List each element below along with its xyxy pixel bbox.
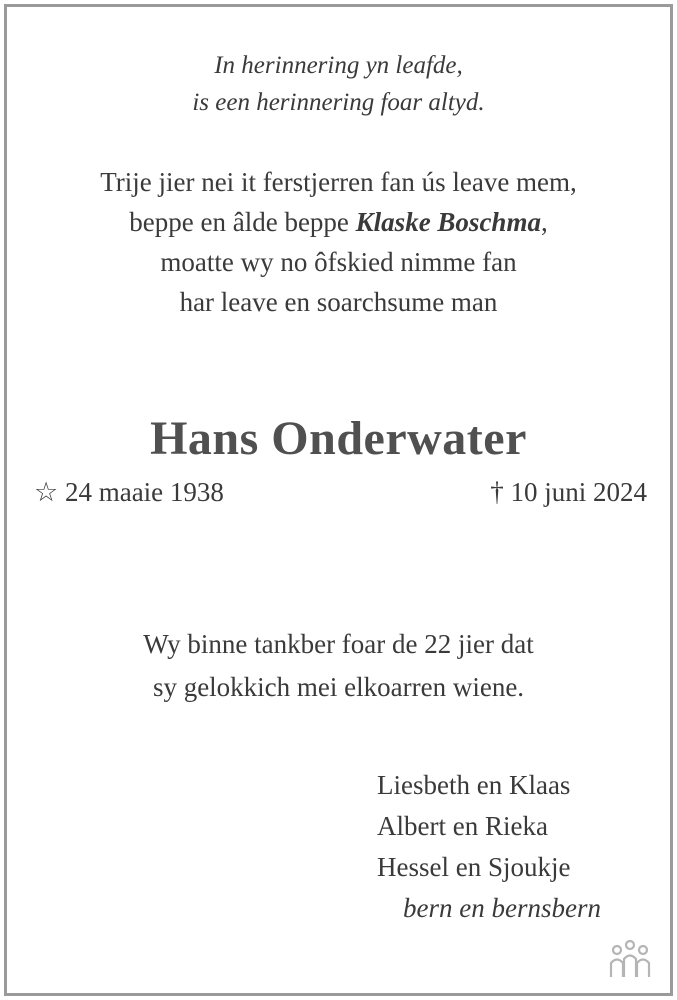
intro-line-2 (7, 202, 670, 242)
family-member: Albert en Rieka (377, 811, 548, 841)
memorial-poem (7, 47, 670, 121)
birth-date: ☆ 24 maaie 1938 (34, 477, 224, 507)
thanks-text (7, 623, 670, 709)
late-wife-name: Klaske Boschma (355, 207, 541, 237)
family-subline: bern en bernsbern (403, 893, 601, 923)
family-member: Liesbeth en Klaas (377, 770, 571, 800)
intro-line-3: moatte wy no ôfskied nimme fan (160, 247, 517, 277)
announcement-frame (4, 4, 673, 996)
death-date: † 10 juni 2024 (490, 477, 647, 507)
intro-line-2-prefix: beppe en âlde beppe (129, 207, 356, 237)
intro-line-1: Trije jier nei it ferstjerren fan ús leave mem, (100, 167, 577, 197)
intro-text (7, 162, 670, 322)
intro-line-2-suffix: , (540, 207, 548, 237)
thanks-line-2: sy gelokkich mei elkoarren wiene. (152, 672, 525, 702)
poem-line-1: In herinnering yn leafde, (214, 52, 463, 79)
deceased-name: Hans Onderwater (150, 412, 527, 465)
family-member: Hessel en Sjoukje (377, 852, 571, 882)
thanks-line-1: Wy binne tankber foar de 22 jier dat (143, 629, 534, 659)
family-signature (377, 765, 601, 929)
intro-line-4: har leave en soarchsume man (179, 287, 498, 317)
poem-line-2: is een herinnering foar altyd. (192, 89, 485, 116)
people-group-icon (606, 939, 654, 979)
